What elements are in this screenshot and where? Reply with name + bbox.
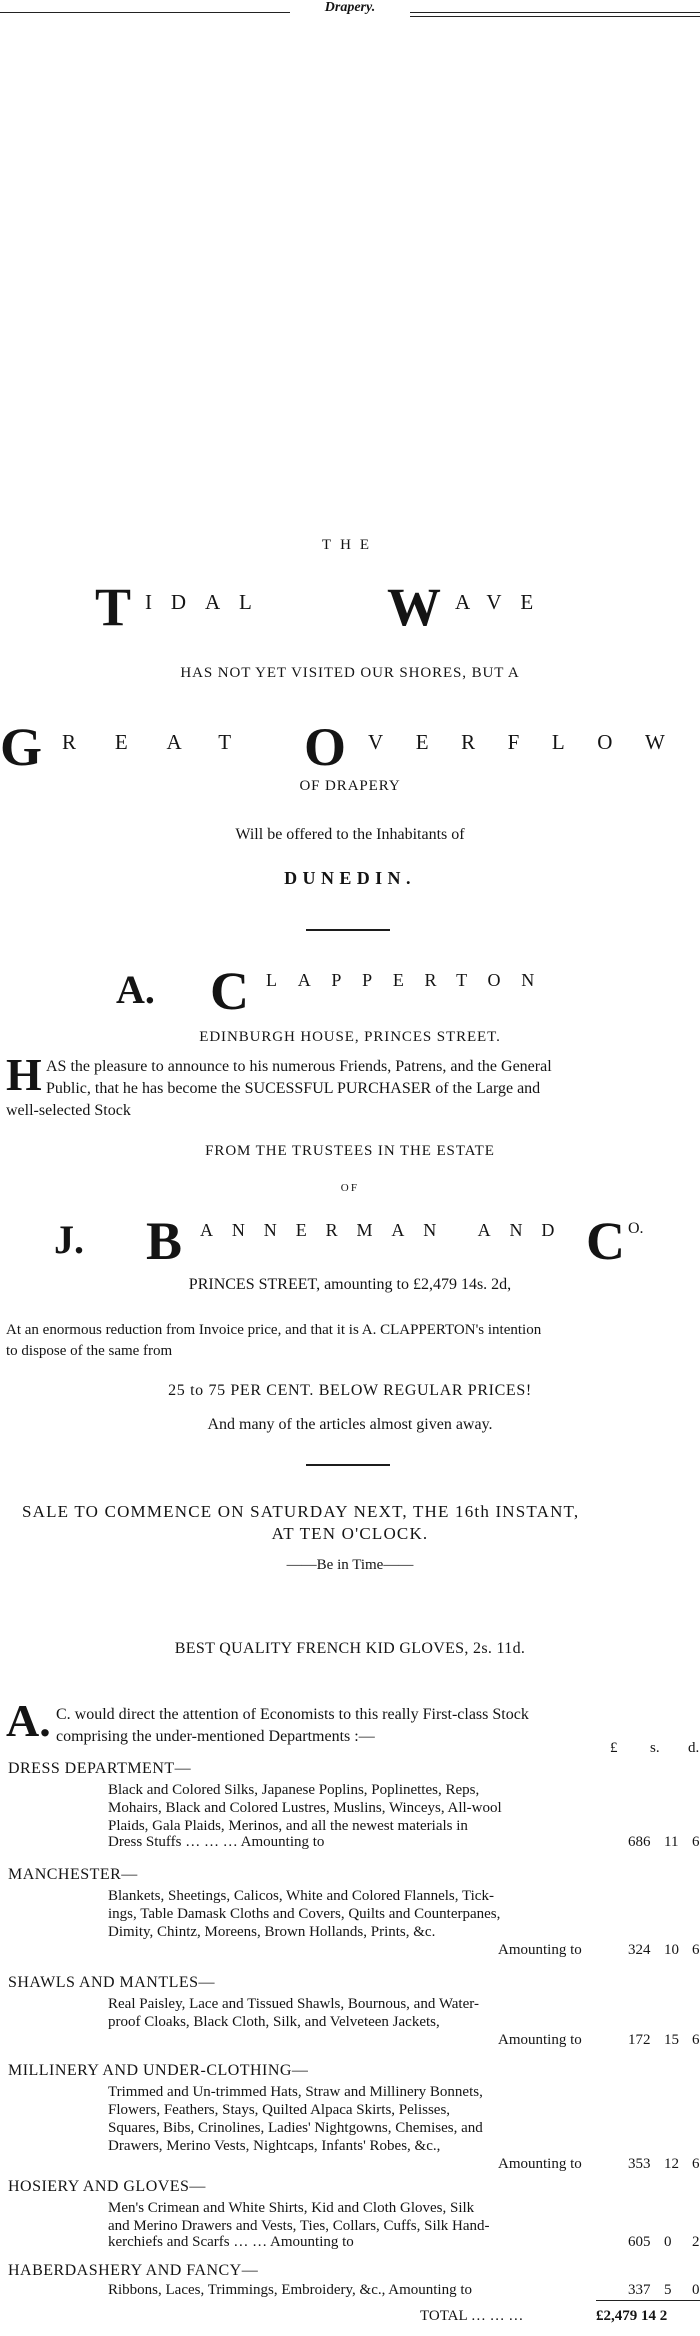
great-rest: REAT [62, 730, 270, 754]
estate-heading [54, 1210, 674, 1270]
announcement-line-3: well-selected Stock [6, 1102, 131, 1119]
total-rule [596, 2300, 700, 2301]
overflow-rest: VERFLOW [368, 730, 698, 754]
department-hosiery-amount-line: kerchiefs and Scarfs … … Amounting to [108, 2234, 354, 2250]
great-initial: G [0, 717, 43, 777]
department-shawls-line: Real Paisley, Lace and Tissued Shawls, Bournous, and Water- [108, 1996, 479, 2012]
department-manchester-line: Blankets, Sheetings, Calicos, White and Colored Flannels, Tick- [108, 1888, 494, 1904]
department-shawls-pounds: 172 [628, 2032, 651, 2048]
sale-line-2-text: AT TEN O'CLOCK. [271, 1524, 429, 1543]
department-manchester-line: ings, Table Damask Cloths and Covers, Quilts and Counterpanes, [108, 1906, 501, 1922]
estate-amount-text: PRINCES STREET, amounting to £2,479 14s. 2d, [188, 1276, 512, 1293]
estate-co-rest: O. [628, 1220, 644, 1237]
discount-text: 25 to 75 PER CENT. BELOW REGULAR PRICES! [168, 1382, 532, 1399]
in-time-line [0, 1557, 700, 1574]
estate-initial: J. [54, 1217, 84, 1262]
offer-line-1: At an enormous reduction from Invoice price, and that it is A. CLAPPERTON's intention [6, 1322, 542, 1338]
section-header [300, 0, 400, 16]
tidal-rest: IDAL [145, 590, 271, 614]
great-overflow-heading [0, 716, 700, 776]
header-rule-right [410, 12, 700, 13]
not-yet-text: HAS NOT YET VISITED OUR SHORES, BUT A [180, 665, 520, 681]
department-dress-line: Plaids, Gala Plaids, Merinos, and all the newest materials in [108, 1818, 468, 1834]
department-millinery-line: Squares, Bibs, Crinolines, Ladies' Nightgowns, Chemises, and [108, 2120, 483, 2136]
department-millinery-pence: 6 [692, 2156, 700, 2172]
divider-2 [306, 1464, 390, 1466]
estate-b-rest: ANNERMAN AND [200, 1220, 574, 1240]
proprietor-heading [116, 960, 596, 1020]
department-hosiery-pounds: 605 [628, 2234, 651, 2250]
header-rule-left [0, 12, 290, 13]
department-hosiery-shillings: 0 [664, 2234, 672, 2250]
will-be-offered-text: Will be offered to the Inhabitants of [235, 826, 465, 843]
estate-co-initial: C [586, 1211, 625, 1271]
department-dress-line: Mohairs, Black and Colored Lustres, Muslins, Winceys, All-wool [108, 1800, 502, 1816]
department-hosiery-line: and Merino Drawers and Vests, Ties, Collars, Cuffs, Silk Hand- [108, 2218, 490, 2234]
department-millinery: MILLINERY AND UNDER-CLOTHING— [8, 2062, 309, 2079]
given-away-line [0, 1416, 700, 1434]
department-millinery-shillings: 12 [664, 2156, 679, 2172]
overflow-initial: O [304, 717, 347, 777]
column-pence: d. [688, 1740, 700, 1756]
proprietor-c-initial: C [210, 961, 249, 1021]
department-dress-pence: 6 [692, 1834, 700, 1850]
column-pounds: £ [610, 1740, 618, 1756]
department-dress: DRESS DEPARTMENT— [8, 1760, 192, 1777]
department-shawls-pence: 6 [692, 2032, 700, 2048]
discount-line [0, 1382, 700, 1400]
department-hosiery-pence: 2 [692, 2234, 700, 2250]
economists-line-2: comprising the under-mentioned Departments :— [56, 1728, 375, 1745]
wave-rest: AVE [455, 590, 553, 614]
given-away-text: And many of the articles almost given away. [207, 1416, 493, 1433]
tidal-wave-heading [95, 576, 615, 636]
sale-line-2 [0, 1524, 700, 1544]
department-millinery-pounds: 353 [628, 2156, 651, 2172]
department-manchester-amount-line: Amounting to [498, 1942, 582, 1958]
department-haberdashery-pounds: 337 [628, 2282, 651, 2298]
department-shawls: SHAWLS AND MANTLES— [8, 1974, 215, 1991]
announcement-line-1: AS the pleasure to announce to his numerous Friends, Patrens, and the General [46, 1058, 552, 1075]
department-millinery-line: Trimmed and Un-trimmed Hats, Straw and Millinery Bonnets, [108, 2084, 483, 2100]
announcement-line-2: Public, that he has become the SUCESSFUL PURCHASER of the Large and [46, 1080, 541, 1097]
estate-amount-line [0, 1276, 700, 1294]
department-manchester-line: Dimity, Chintz, Moreens, Brown Hollands, Prints, &c. [108, 1924, 436, 1940]
the-heading [0, 537, 700, 554]
gloves-line [0, 1640, 700, 1658]
gloves-text: BEST QUALITY FRENCH KID GLOVES, 2s. 11d. [174, 1640, 526, 1657]
section-title: Drapery. [324, 0, 376, 15]
proprietor-initial: A. [116, 967, 155, 1012]
department-haberdashery: HABERDASHERY AND FANCY— [8, 2262, 259, 2279]
department-manchester-shillings: 10 [664, 1942, 679, 1958]
address-line [0, 1029, 700, 1046]
header-rule-double [410, 16, 700, 17]
department-haberdashery-amount-line: Ribbons, Laces, Trimmings, Embroidery, &c., Amounting to [108, 2282, 473, 2298]
column-shillings: s. [650, 1740, 660, 1756]
department-shawls-shillings: 15 [664, 2032, 679, 2048]
economists-drop-cap: A. [6, 1695, 51, 1746]
wave-initial: W [387, 577, 441, 637]
department-manchester-pence: 6 [692, 1942, 700, 1958]
of-text: OF [340, 1182, 360, 1194]
department-dress-amount-line: Dress Stuffs … … … Amounting to [108, 1834, 325, 1850]
estate-b-initial: B [146, 1211, 183, 1271]
sale-line-1: SALE TO COMMENCE ON SATURDAY NEXT, THE 16th INSTANT, [22, 1502, 580, 1521]
department-haberdashery-pence: 0 [692, 2282, 700, 2298]
not-yet-line [0, 665, 700, 682]
department-millinery-line: Drawers, Merino Vests, Nightcaps, Infants' Robes, &c., [108, 2138, 441, 2154]
department-dress-line: Black and Colored Silks, Japanese Poplins, Poplinettes, Reps, [108, 1782, 480, 1798]
in-time-text: ——Be in Time—— [286, 1557, 414, 1573]
economists-line-1: C. would direct the attention of Economists to this really First-class Stock [56, 1706, 529, 1723]
department-millinery-line: Flowers, Feathers, Stays, Quilted Alpaca Skirts, Pelisses, [108, 2102, 451, 2118]
department-manchester-pounds: 324 [628, 1942, 651, 1958]
trustees-text: FROM THE TRUSTEES IN THE ESTATE [205, 1143, 495, 1159]
of-drapery-text: OF DRAPERY [299, 778, 401, 794]
department-dress-shillings: 11 [664, 1834, 679, 1850]
offer-line-2: to dispose of the same from [6, 1343, 173, 1359]
trustees-line [0, 1143, 700, 1160]
will-be-offered-line [0, 826, 700, 844]
total-label: TOTAL … … … [420, 2308, 524, 2324]
proprietor-rest: LAPPERTON [266, 970, 555, 990]
department-hosiery: HOSIERY AND GLOVES— [8, 2178, 206, 2195]
address-text: EDINBURGH HOUSE, PRINCES STREET. [199, 1029, 501, 1045]
divider-1 [306, 929, 390, 931]
announcement-drop-cap: H [6, 1049, 42, 1100]
department-shawls-amount-line: Amounting to [498, 2032, 582, 2048]
department-millinery-amount-line: Amounting to [498, 2156, 582, 2172]
of-drapery-line [0, 778, 700, 795]
city-text: DUNEDIN. [284, 868, 416, 888]
city-heading [0, 868, 700, 889]
the-text: THE [321, 537, 379, 553]
total-amount: £2,479 14 2 [596, 2308, 668, 2324]
department-dress-pounds: 686 [628, 1834, 651, 1850]
tidal-initial: T [95, 577, 132, 637]
department-hosiery-line: Men's Crimean and White Shirts, Kid and Cloth Gloves, Silk [108, 2200, 475, 2216]
of-line [0, 1182, 700, 1194]
department-shawls-line: proof Cloaks, Black Cloth, Silk, and Velveteen Jackets, [108, 2014, 440, 2030]
department-haberdashery-shillings: 5 [664, 2282, 672, 2298]
department-manchester: MANCHESTER— [8, 1866, 138, 1883]
